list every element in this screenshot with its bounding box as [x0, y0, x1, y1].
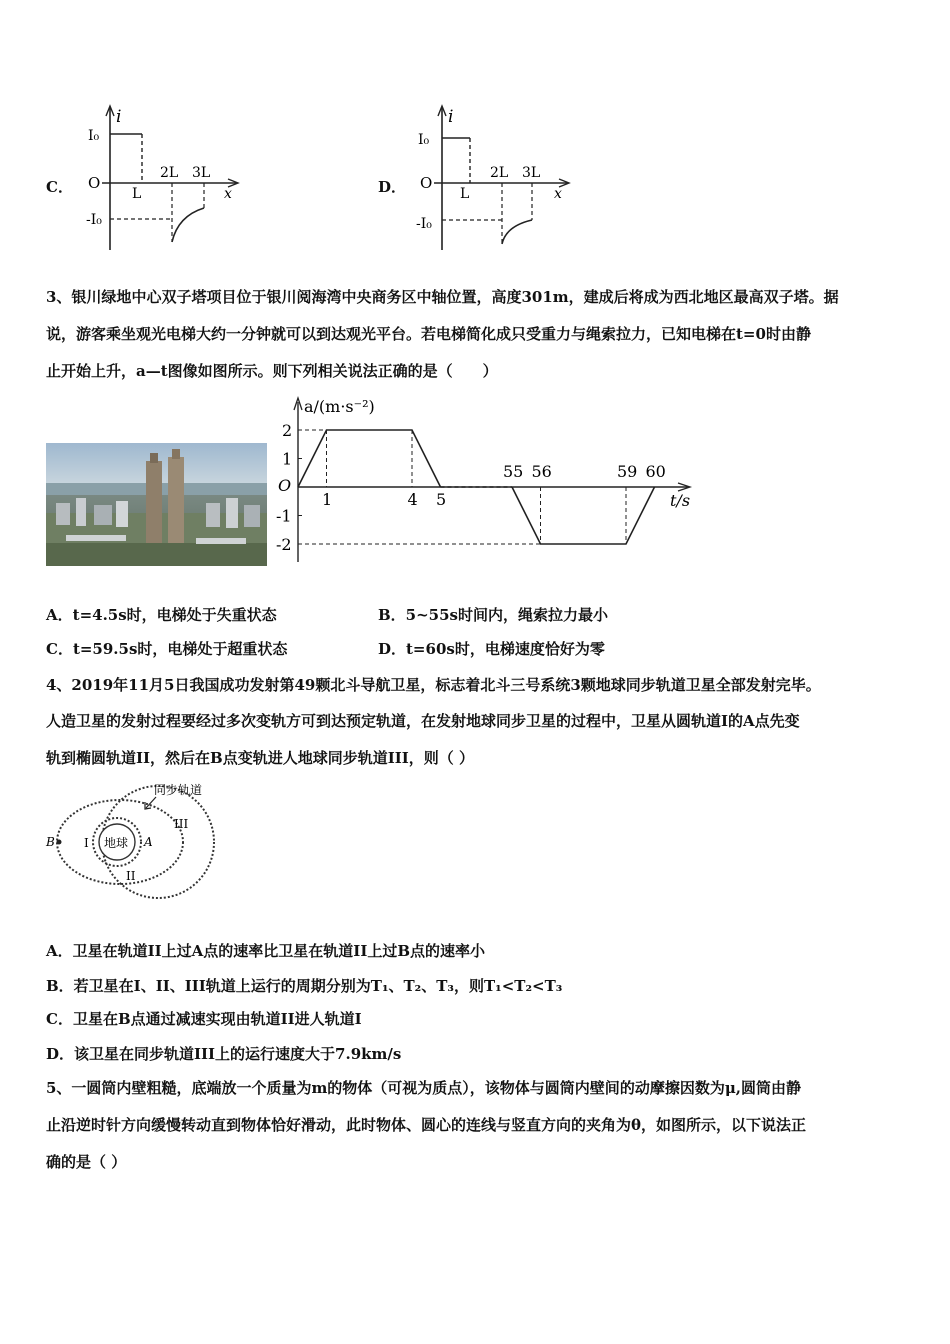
y-tick-label: -2 [276, 535, 292, 554]
point-b-label: B [46, 835, 55, 849]
y-tick-label: -1 [276, 506, 292, 526]
y-axis-label: i [448, 107, 454, 127]
q4-line3: 轨到椭圆轨道II，然后在B点变轨进人地球同步轨道III，则（ ） [46, 749, 474, 767]
q4-line1: 4、2019年11月5日我国成功发射第49颗北斗导航卫星，标志着北斗三号系统3颗地球同步轨道卫星全部发射完毕。 [46, 676, 821, 694]
q3-option-b: B．5~55s时间内，绳索拉力最小 [378, 606, 609, 624]
a-t-chart [270, 392, 700, 567]
q3-option-d: D．t=60s时，电梯速度恰好为零 [378, 640, 605, 658]
x-tick-label: 5 [436, 490, 447, 509]
y-axis-label: i [116, 107, 122, 127]
y-axis-title: a/(m·s⁻²) [304, 397, 375, 416]
q4-option-a: A．卫星在轨道II上过A点的速率比卫星在轨道II上过B点的速率小 [46, 942, 486, 960]
q5-line2: 止沿逆时针方向缓慢转动直到物体恰好滑动，此时物体、圆心的连线与竖直方向的夹角为θ，如图所示，以下说法正 [46, 1116, 807, 1134]
q5-line3: 确的是（ ） [46, 1153, 127, 1171]
i-pos-label: I₀ [418, 132, 430, 148]
origin-label: O [88, 174, 101, 192]
orbit-i-label: I [84, 836, 89, 850]
i-neg-label: -I₀ [86, 212, 102, 228]
x-axis-title: t/s [670, 491, 691, 510]
q3-line1: 3、银川绿地中心双子塔项目位于银川阅海湾中央商务区中轴位置，高度301m，建成后将成为西北地区最高双子塔。据 [46, 288, 839, 306]
q5-line1: 5、一圆筒内壁粗糙，底端放一个质量为m的物体（可视为质点），该物体与圆筒内壁间的动摩擦因数为μ,圆筒由静 [46, 1079, 802, 1097]
q4-option-b: B．若卫星在I、II、III轨道上运行的周期分别为T₁、T₂、T₃，则T₁<T₂<T₃ [46, 977, 563, 995]
series-line [298, 430, 441, 487]
orbit-iii-label: III [174, 817, 189, 831]
x-tick-label: 60 [645, 462, 666, 481]
q3-line2: 说，游客乘坐观光电梯大约一分钟就可以到达观光平台。若电梯简化成只受重力与绳索拉力，已知电梯在t=0时由静 [46, 325, 811, 343]
q4-option-c: C．卫星在B点通过减速实现由轨道II进人轨道I [46, 1010, 362, 1028]
point-a-label: A [144, 835, 153, 849]
orbit-diagram [44, 780, 234, 908]
q3-option-a: A．t=4.5s时，电梯处于失重状态 [46, 606, 277, 624]
y-tick-label: 1 [282, 449, 293, 469]
i-neg-label: -I₀ [416, 216, 432, 232]
x-axis-label: x [554, 186, 562, 202]
option-c-label: C． [46, 178, 73, 196]
origin-label: O [278, 476, 292, 495]
tick-2l: 2L [160, 165, 179, 181]
curve-c [172, 208, 204, 242]
x-tick-label: 59 [617, 462, 638, 481]
x-tick-label: 56 [531, 462, 552, 481]
orbit-ii-label: II [126, 869, 136, 883]
tick-2l: 2L [490, 165, 509, 181]
q3-option-c: C．t=59.5s时，电梯处于超重状态 [46, 640, 288, 658]
q4-option-d: D．该卫星在同步轨道III上的运行速度大于7.9km/s [46, 1045, 402, 1063]
q3-line3: 止开始上升，a—t图像如图所示。则下列相关说法正确的是（ ） [46, 362, 498, 380]
curve-d [502, 220, 532, 244]
point-b-dot [57, 840, 62, 845]
earth-label: 地球 [104, 836, 129, 850]
i-pos-label: I₀ [88, 128, 100, 144]
x-tick-label: 55 [503, 462, 524, 481]
q4-line2: 人造卫星的发射过程要经过多次变轨方可到达预定轨道，在发射地球同步卫星的过程中，卫星从圆轨道I的A点先变 [46, 712, 800, 730]
x-axis-label: x [224, 186, 232, 202]
x-tick-label: 4 [407, 490, 418, 509]
sync-orbit-label: 同步轨道 [154, 783, 203, 797]
x-tick-label: 1 [322, 490, 333, 509]
tick-3l: 3L [192, 165, 211, 181]
tick-3l: 3L [522, 165, 541, 181]
graph-c [82, 100, 252, 258]
twin-tower-photo [46, 443, 267, 566]
graph-d [410, 100, 580, 258]
series-line-2 [512, 487, 655, 544]
option-d-label: D． [378, 178, 407, 196]
y-tick-label: 2 [282, 421, 293, 440]
tick-l: L [132, 186, 142, 202]
tick-l: L [460, 186, 470, 202]
origin-label: O [420, 174, 433, 192]
